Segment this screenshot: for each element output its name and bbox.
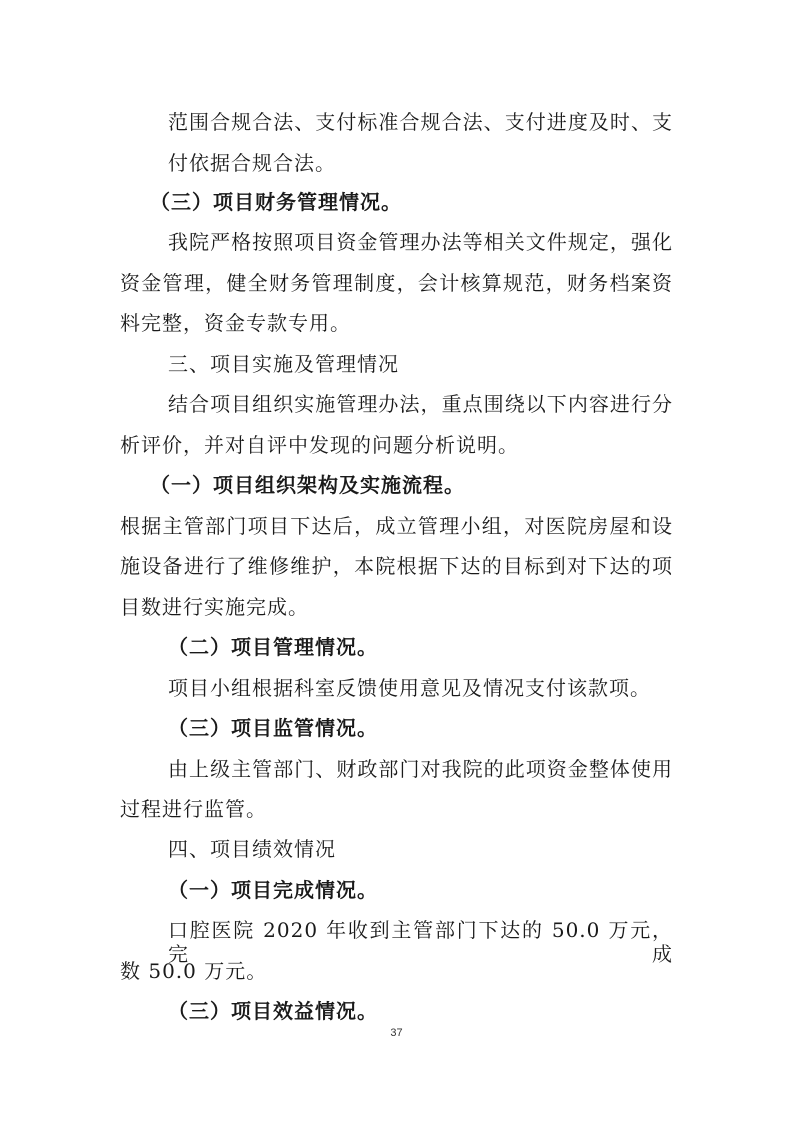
paragraph-line: 范围合规合法、支付标准合规合法、支付进度及时、支: [168, 110, 673, 134]
section-heading: （二）项目管理情况。: [168, 635, 378, 659]
paragraph-line: 施设备进行了维修维护，本院根据下达的目标到对下达的项: [120, 554, 673, 578]
section-heading: （一）项目完成情况。: [168, 878, 378, 902]
paragraph-line: 根据主管部门项目下达后，成立管理小组，对医院房屋和设: [120, 514, 673, 538]
paragraph-line: 我院严格按照项目资金管理办法等相关文件规定，强化: [168, 230, 673, 254]
paragraph-line: 数 50.0 万元。: [120, 959, 268, 983]
paragraph-line: 析评价，并对自评中发现的问题分析说明。: [120, 433, 519, 457]
paragraph-line: 结合项目组织实施管理办法，重点围绕以下内容进行分: [168, 392, 673, 416]
paragraph-line: 项目小组根据科室反馈使用意见及情况支付该款项。: [168, 676, 651, 700]
section-heading: （三）项目监管情况。: [168, 716, 378, 740]
page-number: 37: [390, 1027, 403, 1039]
chapter-heading: 三、项目实施及管理情况: [168, 352, 399, 376]
section-heading: （三）项目效益情况。: [168, 999, 378, 1023]
paragraph-line: 付依据合规合法。: [168, 151, 336, 175]
paragraph-line: 过程进行监管。: [120, 797, 267, 821]
paragraph-line: 资金管理，健全财务管理制度，会计核算规范，财务档案资: [120, 271, 673, 295]
section-heading: （三）项目财务管理情况。: [150, 190, 402, 214]
paragraph-line: 口腔医院 2020 年收到主管部门下达的 50.0 万元，完成: [168, 918, 673, 966]
paragraph-line: 料完整，资金专款专用。: [120, 311, 351, 335]
section-heading: （一）项目组织架构及实施流程。: [150, 473, 465, 497]
paragraph-line: 由上级主管部门、财政部门对我院的此项资金整体使用: [168, 757, 673, 781]
chapter-heading: 四、项目绩效情况: [168, 837, 336, 861]
paragraph-line: 目数进行实施完成。: [120, 595, 309, 619]
